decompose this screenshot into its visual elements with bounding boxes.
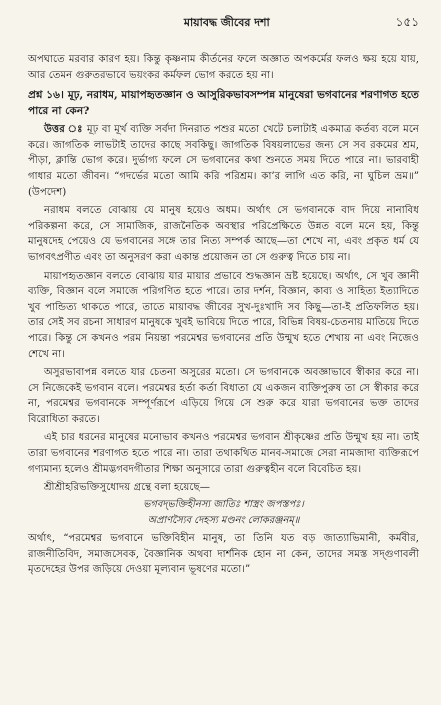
paragraph-4: মায়াপহৃতজ্ঞান বলতে বোঝায় যার মায়ার প্রভাবে শুদ্ধজ্ঞান ভ্রষ্ট হয়েছে। অর্থাৎ, সে খুব জ্ঞানী ব্যক্তি, বিজ্ঞান বলে সমাজে পরিগণিত হতে পারে। তার দর্শন, বিজ্ঞান, কাব্য ও সাহিত্য ইত্যাদিতে খুব পান্ডিত্য থাকতে পারে, তাতে মায়াবদ্ধ জীবের সুখ-দুঃখাদি সব কিছু—তা-ই প্রতিফলিত হয়। তার সেই সব রচনা সাধারণ মানুষকে খুবই ভাবিয়ে দিতে পারে, বিভিন্ন বিষয়-চেতনায় মাতিয়ে দিতে পারে। কিন্তু সে কখনও পরম নিয়ন্তা পরমেশ্বর ভগবানের প্রতি উন্মুখ হতে শেখায় না এবং নিজেও শেখে না। [28, 270, 419, 360]
paragraph-7: শ্রীশ্রীহরিভক্তিসুধোদয় গ্রন্থে বলা হয়েছে— [44, 482, 210, 494]
question-text: মূঢ়, নরাধম, মায়াপহৃতজ্ঞান ও আসুরিকভাবসম্পন্ন মানুষেরা ভগবানের শরণাগত হতে পারে না কেন? [28, 89, 419, 118]
verse-line-1: ভগবদ্‌ভক্তিহীনস্য জাতিঃ শাস্ত্রং জপস্তপঃ। [143, 498, 304, 510]
answer-text: মূঢ় বা মূর্খ ব্যক্তি সর্বদা দিনরাত পশুর মতো খেটে চলাটাই একমাত্র কর্তব্য বলে মনে করে। জাগতিক লাভটাই তাদের কাছে সবকিছু। জাগতিক বিষয়লাভের জন্য সে সব রকমের শ্রম, পীড়া, ক্লান্তি ভোগ করে। দুর্ভাগ্য ফলে সে ভগবানের কথা শুনতে সময় দিতে পারে না। ভারবাহী গাধার মতো জীবন। “গদর্ভের মতো আমি করি পরিশ্রম। কা’র লাগি এত করি, না ঘুচিল ভ্রম॥” (উপদেশ) [28, 124, 419, 198]
page-number: ১৫১ [395, 15, 419, 29]
question-label: প্রশ্ন ১৬। [28, 89, 64, 102]
verse-line-2: অপ্রাণস্যৈব দেহস্য মণ্ডনং লোকরঞ্জনম্‌॥ [147, 515, 300, 527]
paragraph-8: অর্থাৎ, “পরমেশ্বর ভগবানে ভক্তিবিহীন মানুষ, তা তিনি যত বড় জাত্যাভিমানী, কর্মবীর, রাজনীতিবিদ, সমাজসেবক, বৈজ্ঞানিক অথবা দার্শনিক হোন না কেন, তাদের সমস্ত সদ্‌গুণাবলী মৃতদেহের উপর জড়িয়ে দেওয়া মূল্যবান ভূষণের মতো।” [28, 533, 419, 576]
chapter-title: মায়াবদ্ধ জীবের দশা [183, 16, 270, 29]
answer-label: উত্তর ঃ [44, 123, 84, 136]
paragraph-3: নরাধম বলতে বোঝায় যে মানুষ হয়েও অধম। অর্থাৎ সে ভগবানকে বাদ দিয়ে নানাবিধ পরিকল্পনা করে, সে সামাজিক, রাজনৈতিক অবস্থার পরিপ্রেক্ষিতে উন্নত বলে মনে হয়, কিন্তু মানুষদেহ পেয়েও যে ভগবানের সঙ্গে তার নিত্য সম্পর্ক আছে—তা শেখে না, এবং প্রকৃত ধর্ম যে ভাগবৎপ্রণীত এবং তা অনুসরণ করা একান্ত প্রয়োজন তা সে গুরুত্ব দিতে চায় না। [28, 205, 419, 263]
paragraph-6: এই চার ধরনের মানুষের মনোভাব কখনও পরমেশ্বর ভগবান শ্রীকৃষ্ণের প্রতি উন্মুখ হয় না। তাই তারা ভগবানের শরণাগত হতে পারে না। তারা তথাকথিত মানব-সমাজে সেরা নামজাদা ব্যক্তিরূপে গণ্যমান্য হলেও শ্রীমদ্ভগবদগীতার শিক্ষা অনুসারে তারা গুরুত্বহীন বলে বিবেচিত হয়। [28, 432, 419, 475]
running-head [28, 14, 419, 34]
paragraph-1: অপঘাতে মরবার কারণ হয়। কিন্তু কৃষ্ণনাম কীর্তনের ফলে অজ্ঞাত অপকর্মের ফলও ক্ষয় হয়ে যায়, আর তেমন গুরুতরভাবে ভয়ংকর কর্মফল ভোগ করতে হয় না। [28, 54, 419, 81]
paragraph-2 [28, 122, 419, 200]
question [28, 87, 419, 119]
paragraph-5: অসুরভাবাপন্ন বলতে যার চেতনা অসুরের মতো। সে ভগবানকে অবজ্ঞাভাবে স্বীকার করে না। সে নিজেকেই ভগবান বলে। পরমেশ্বর হর্তা কর্তা বিধাতা যে একজন ব্যক্তিপুরুষ তা সে স্বীকার করে না, পরমেশ্বর ভগবানকে সম্পূর্ণরূপে এড়িয়ে গিয়ে সে শুরু করে যারা ভগবানের ভক্ত তাদের বিরোধিতা করতে। [28, 367, 419, 425]
